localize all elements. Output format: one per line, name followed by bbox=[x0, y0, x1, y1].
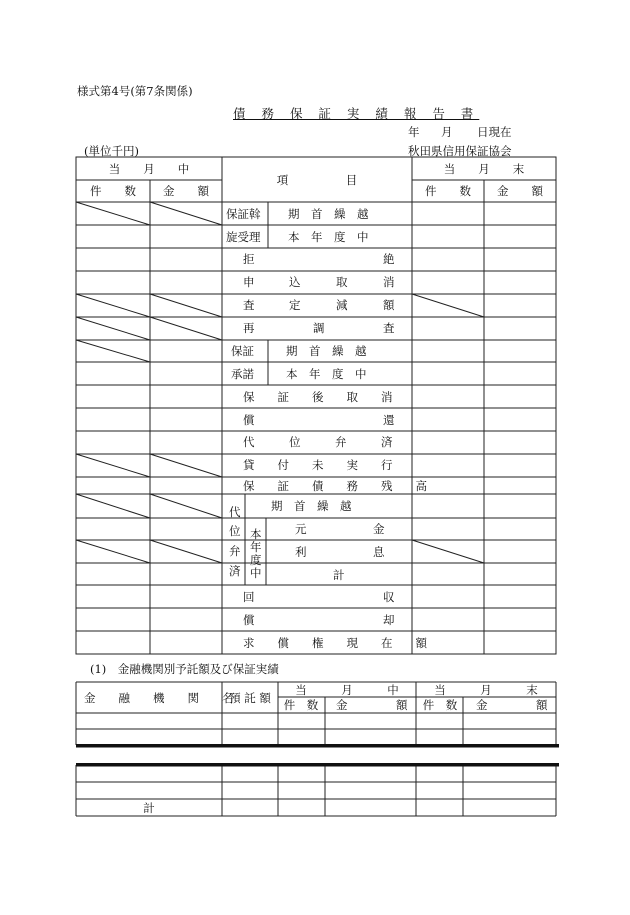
label-guarantee-balance: 保 証 債 務 残 高 bbox=[243, 479, 427, 493]
header-count-right: 件 数 bbox=[425, 184, 471, 198]
date-year: 年 bbox=[408, 125, 420, 139]
section2-count-left: 件 数 bbox=[283, 698, 319, 712]
header-item: 項 目 bbox=[276, 173, 358, 187]
label-honnendo-2: 年 bbox=[250, 540, 262, 554]
label-claim-balance: 求 償 権 現 在 額 bbox=[243, 636, 427, 650]
section2-current-month: 当 月 中 bbox=[295, 683, 399, 697]
section2-amount-a-left: 金 bbox=[336, 698, 348, 712]
header-amount-right: 金 額 bbox=[497, 184, 543, 198]
label-daii-2: 位 bbox=[229, 524, 241, 538]
label-rejection-right: 絶 bbox=[383, 252, 395, 266]
document-title: 債 務 保 証 実 績 報 告 書 bbox=[233, 106, 480, 121]
label-withdraw-1: 申 bbox=[243, 275, 255, 289]
label-withdraw-2: 込 bbox=[289, 275, 301, 289]
label-interest-left: 利 bbox=[295, 545, 307, 559]
section2-count-right: 件 数 bbox=[422, 698, 458, 712]
label-daii-3: 弁 bbox=[229, 544, 241, 558]
label-principal-right: 金 bbox=[373, 522, 385, 536]
label-post-cancel: 保 証 後 取 消 bbox=[243, 390, 393, 404]
association-name: 秋田県信用保証協会 bbox=[408, 144, 512, 158]
header-month-end: 当 月 末 bbox=[443, 162, 525, 176]
label-approval-b: 承諾 bbox=[231, 367, 254, 381]
header-amount-left: 金 額 bbox=[163, 184, 209, 198]
header-count-left: 件 数 bbox=[90, 184, 136, 198]
label-honnendo-3: 度 bbox=[250, 553, 262, 567]
label-reexam-3: 査 bbox=[383, 321, 395, 335]
label-approval-a: 保証 bbox=[231, 344, 254, 358]
label-assess-2: 定 bbox=[289, 298, 301, 312]
label-guarantee-mediation-b: 旋受理 bbox=[226, 230, 261, 244]
label-assess-4: 額 bbox=[383, 298, 395, 312]
label-subtotal: 計 bbox=[333, 568, 345, 582]
label-amortization-left: 償 bbox=[243, 613, 255, 627]
label-principal-left: 元 bbox=[295, 522, 307, 536]
label-recovery-right: 収 bbox=[383, 590, 395, 604]
section2-amount-a-right: 金 bbox=[476, 698, 488, 712]
header-current-month: 当 月 中 bbox=[108, 162, 190, 176]
section2-deposit-header: 預 託 額 bbox=[229, 691, 271, 705]
label-recovery-left: 回 bbox=[243, 590, 255, 604]
label-honnendo-4: 中 bbox=[250, 566, 262, 580]
label-daii-4: 済 bbox=[229, 564, 241, 578]
label-assess-3: 減 bbox=[336, 298, 348, 312]
label-repay-left: 償 bbox=[243, 413, 255, 427]
label-carryover-2: 期 首 繰 越 bbox=[286, 344, 367, 358]
label-repay-right: 還 bbox=[383, 413, 395, 427]
section2-heading: (1) 金融機関別予託額及び保証実績 bbox=[90, 662, 279, 676]
label-this-year-2: 本 年 度 中 bbox=[286, 367, 367, 381]
section2-amount-b-left: 額 bbox=[396, 698, 408, 712]
label-subrogation-paid: 代 位 弁 済 bbox=[243, 435, 393, 449]
label-reexam-2: 調 bbox=[313, 321, 325, 335]
label-withdraw-4: 消 bbox=[383, 275, 395, 289]
section2-institution-header: 金 融 機 関 名 bbox=[84, 691, 234, 705]
label-withdraw-3: 取 bbox=[336, 275, 348, 289]
label-reexam-1: 再 bbox=[243, 321, 255, 335]
label-carryover-1: 期 首 繰 越 bbox=[288, 207, 369, 221]
section2-amount-b-right: 額 bbox=[536, 698, 548, 712]
label-daii-1: 代 bbox=[229, 505, 241, 519]
label-assess-1: 査 bbox=[243, 298, 255, 312]
label-rejection-left: 拒 bbox=[243, 252, 255, 266]
label-amortization-right: 却 bbox=[383, 613, 395, 627]
form-number: 様式第4号(第7条関係) bbox=[77, 84, 193, 98]
label-honnendo-1: 本 bbox=[250, 527, 262, 541]
date-month: 月 bbox=[441, 125, 453, 139]
label-carryover-3: 期 首 繰 越 bbox=[271, 499, 352, 513]
section2-month-end: 当 月 末 bbox=[434, 683, 538, 697]
label-this-year-1: 本 年 度 中 bbox=[288, 230, 369, 244]
section2-total-label: 計 bbox=[143, 801, 155, 815]
label-interest-right: 息 bbox=[373, 545, 385, 559]
unit-label: (単位千円) bbox=[84, 144, 139, 158]
label-loan-not-executed: 貸 付 未 実 行 bbox=[243, 458, 393, 472]
date-day: 日現在 bbox=[477, 125, 512, 139]
label-guarantee-mediation-a: 保証斡 bbox=[226, 207, 261, 221]
